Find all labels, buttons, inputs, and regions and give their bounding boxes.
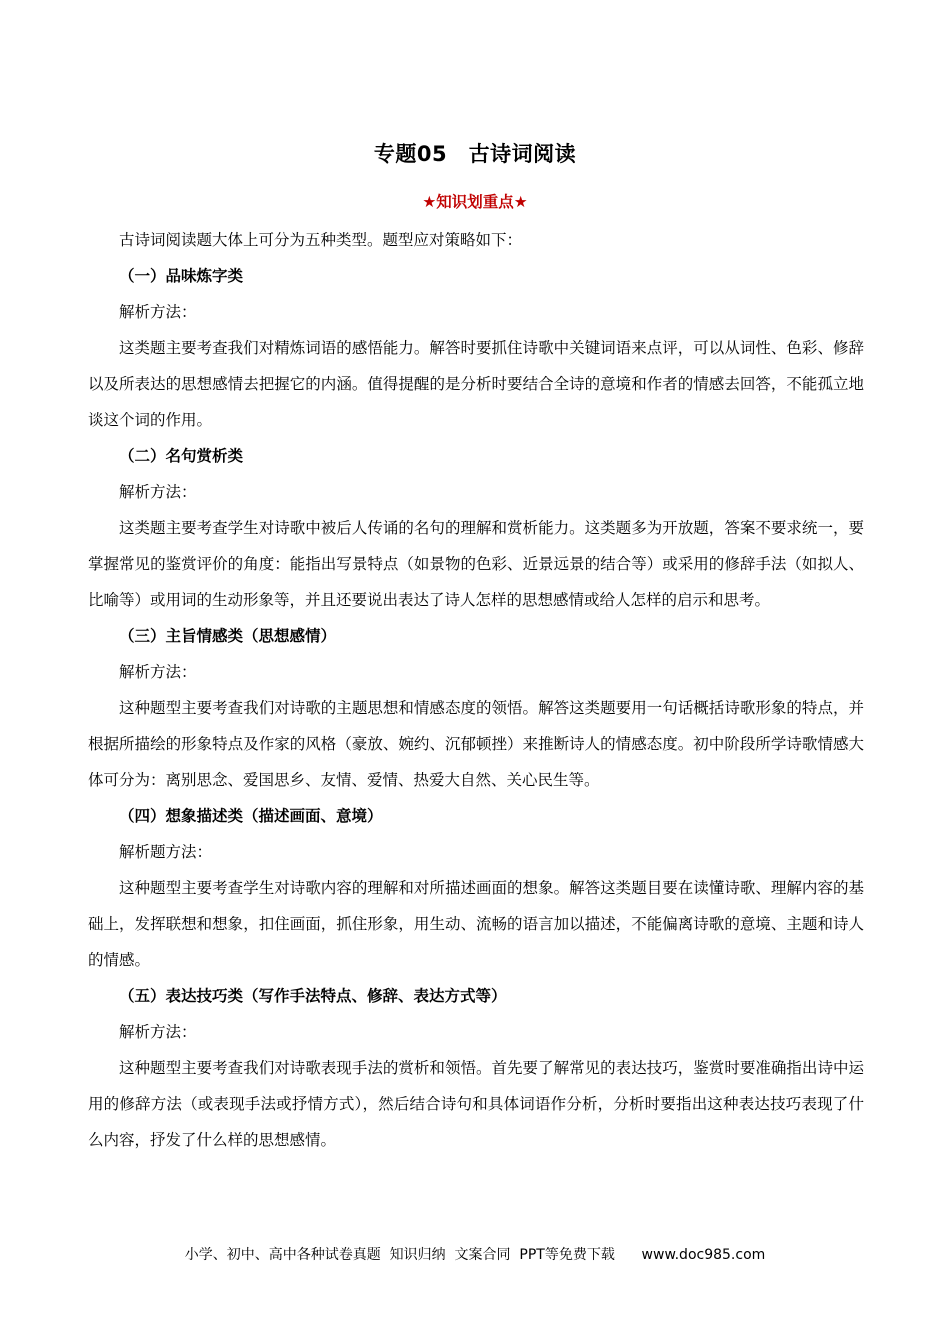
page-title: 专题05 古诗词阅读 <box>373 142 577 166</box>
section-heading-1: （一）品味炼字类 <box>119 267 244 285</box>
body-paragraph: 这类题主要考查学生对诗歌中被后人传诵的名句的理解和赏析能力。这类题多为开放题，答案不要求统一，要掌握常见的鉴赏评价的角度：能指出写景特点（如景物的色彩、近景远景的结合等）或采用的修辞手法（如拟人、比喻等）或用词的生动形象等，并且还要说出表达了诗人怎样的思想感情或给人怎样的启示和思考。 <box>88 519 864 609</box>
section-heading-2: （二）名句赏析类 <box>119 447 244 465</box>
method-label: 解析方法： <box>119 483 197 501</box>
section-heading-5: （五）表达技巧类（写作手法特点、修辞、表达方式等） <box>119 987 507 1005</box>
body-paragraph: 这种题型主要考查我们对诗歌表现手法的赏析和领悟。首先要了解常见的表达技巧，鉴赏时要准确指出诗中运用的修辞方法（或表现手法或抒情方式），然后结合诗句和具体词语作分析，分析时要指出这种表达技巧表现了什么内容，抒发了什么样的思想感情。 <box>88 1059 864 1149</box>
body-paragraph: 这类题主要考查我们对精炼词语的感悟能力。解答时要抓住诗歌中关键词语来点评，可以从词性、色彩、修辞以及所表达的思想感情去把握它的内涵。值得提醒的是分析时要结合全诗的意境和作者的情感去回答，不能孤立地谈这个词的作用。 <box>88 339 864 429</box>
intro-paragraph: 古诗词阅读题大体上可分为五种类型。题型应对策略如下： <box>119 231 523 249</box>
method-label: 解析方法： <box>119 303 197 321</box>
section-subtitle: ★知识划重点★ <box>422 193 528 211</box>
section-heading-3: （三）主旨情感类（思想感情） <box>119 627 337 645</box>
body-paragraph: 这种题型主要考查我们对诗歌的主题思想和情感态度的领悟。解答这类题要用一句话概括诗歌形象的特点，并根据所描绘的形象特点及作家的风格（豪放、婉约、沉郁顿挫）来推断诗人的情感态度。初中阶段所学诗歌情感大体可分为：离别思念、爱国思乡、友情、爱情、热爱大自然、关心民生等。 <box>88 699 864 789</box>
document-body <box>88 222 864 1158</box>
method-label: 解析方法： <box>119 663 197 681</box>
page-footer: 小学、初中、高中各种试卷真题 知识归纳 文案合同 PPT等免费下载 www.doc985.com <box>184 1247 766 1263</box>
method-label: 解析方法： <box>119 1023 197 1041</box>
section-heading-4: （四）想象描述类（描述画面、意境） <box>119 807 383 825</box>
method-label: 解析题方法： <box>119 843 213 861</box>
body-paragraph: 这种题型主要考查学生对诗歌内容的理解和对所描述画面的想象。解答这类题目要在读懂诗歌、理解内容的基础上，发挥联想和想象，扣住画面，抓住形象，用生动、流畅的语言加以描述，不能偏离诗歌的意境、主题和诗人的情感。 <box>88 879 864 969</box>
